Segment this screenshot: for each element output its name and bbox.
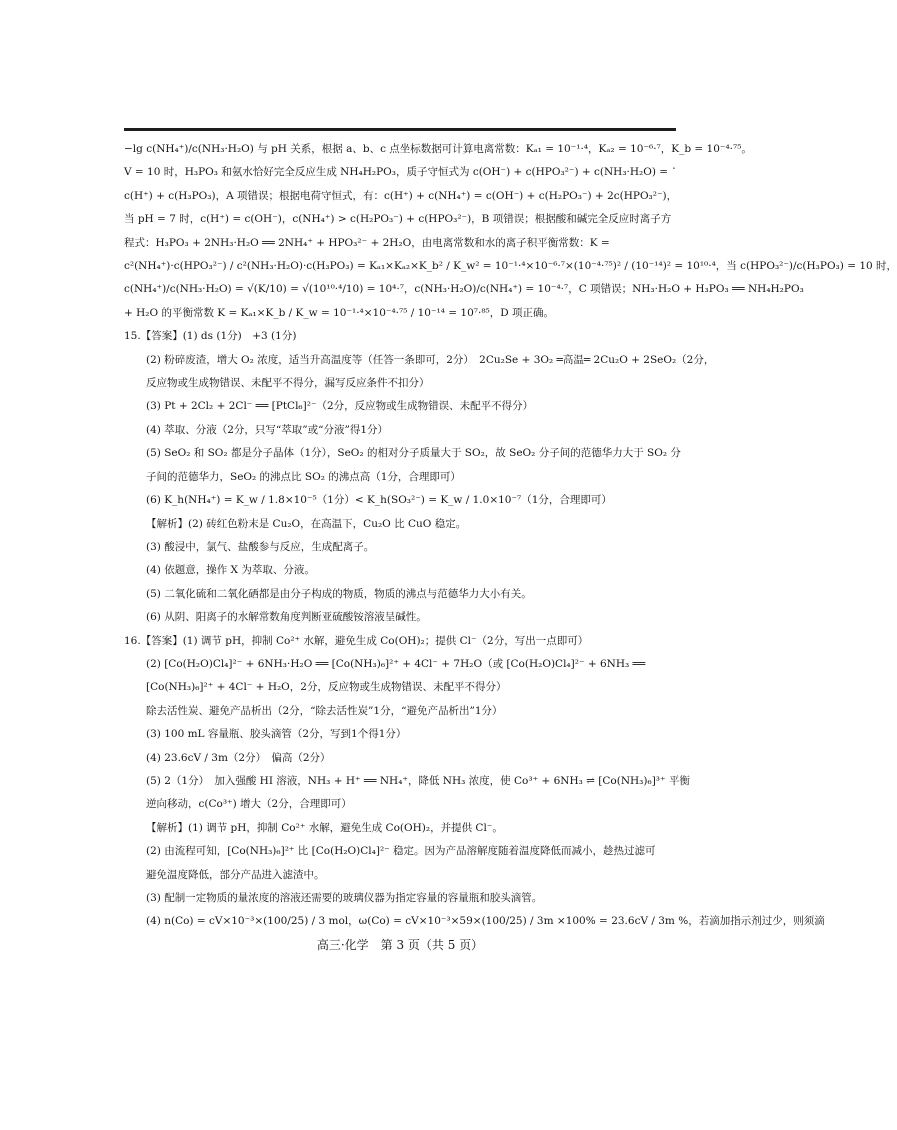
- text-line: 除去活性炭、避免产品析出（2分，“除去活性炭”1分，“避免产品析出”1分）: [146, 704, 503, 717]
- margin-mark: .: [672, 158, 676, 172]
- text-line: 15.【答案】(1) ds (1分) +3 (1分): [124, 330, 297, 343]
- text-line: V = 10 时，H₃PO₃ 和氨水恰好完全反应生成 NH₄H₂PO₃，质子守恒式为 c(OH⁻) + c(HPO₃²⁻) + c(NH₃·H₂O) =: [124, 166, 669, 179]
- text-line: (4) n(Co) = cV×10⁻³×(100/25) / 3 mol，ω(Co) = cV×10⁻³×59×(100/25) / 3m ×100% = 23.6cV / 3m %，若滴加指示剂过少，则须滴: [146, 915, 825, 928]
- text-line: 程式：H₃PO₃ + 2NH₃·H₂O ══ 2NH₄⁺ + HPO₃²⁻ + 2H₂O，由电离常数和水的离子积平衡常数：K =: [124, 236, 610, 249]
- text-line: c²(NH₄⁺)·c(HPO₃²⁻) / c²(NH₃·H₂O)·c(H₃PO₃) = Kₐ₁×Kₐ₂×K_b² / K_w² = 10⁻¹·⁴×10⁻⁶·⁷×(10⁻⁴·⁷⁵)² / (10⁻¹⁴)² = 10¹⁰·⁴，当 c(HPO₃²⁻)/c(H₃PO₃) = 10 时，: [124, 260, 897, 273]
- text-line: (4) 23.6cV / 3m（2分） 偏高（2分）: [146, 751, 331, 764]
- text-line: (3) 酸浸中，氯气、盐酸参与反应，生成配离子。: [146, 540, 375, 553]
- text-line: 逆向移动，c(Co³⁺) 增大（2分，合理即可）: [146, 798, 352, 811]
- text-line: (2) 粉碎废渣，增大 O₂ 浓度，适当升高温度等（任答一条即可，2分） 2Cu₂Se + 3O₂ ═高温═ 2Cu₂O + 2SeO₂（2分，: [146, 353, 715, 366]
- text-line: 当 pH = 7 时，c(H⁺) = c(OH⁻)，c(NH₄⁺) > c(H₂PO₃⁻) + c(HPO₃²⁻)，B 项错误；根据酸和碱完全反应时离子方: [124, 213, 672, 226]
- text-line: (5) 2（1分） 加入强酸 HI 溶液，NH₃ + H⁺ ══ NH₄⁺，降低 NH₃ 浓度，使 Co³⁺ + 6NH₃ ⇌ [Co(NH₃)₆]³⁺ 平衡: [146, 774, 690, 787]
- text-line: c(NH₄⁺)/c(NH₃·H₂O) = √(K/10) = √(10¹⁰·⁴/10) = 10⁴·⁷，c(NH₃·H₂O)/c(NH₄⁺) = 10⁻⁴·⁷，C 项错误；NH₃·H₂O + H₃PO₃ ══ NH₄H₂PO₃: [124, 283, 804, 296]
- text-line: (2) [Co(H₂O)Cl₄]²⁻ + 6NH₃·H₂O ══ [Co(NH₃)₆]²⁺ + 4Cl⁻ + 7H₂O（或 [Co(H₂O)Cl₄]²⁻ + 6NH₃ ══: [146, 657, 646, 670]
- text-line: (3) 配制一定物质的量浓度的溶液还需要的玻璃仪器为指定容量的容量瓶和胶头滴管。: [146, 892, 543, 904]
- answer-text-body: [124, 138, 897, 934]
- text-line: (4) 萃取、分液（2分，只写“萃取”或“分液”得1分）: [146, 423, 389, 436]
- text-line: (6) 从阴、阳离子的水解常数角度判断亚硫酸铵溶液呈碱性。: [146, 611, 427, 624]
- text-line: 避免温度降低，部分产品进入滤渣中。: [146, 868, 325, 881]
- header-rule: [124, 128, 676, 131]
- text-line: (6) K_h(NH₄⁺) = K_w / 1.8×10⁻⁵（1分）< K_h(SO₃²⁻) = K_w / 1.0×10⁻⁷（1分，合理即可）: [146, 494, 612, 507]
- text-line: [Co(NH₃)₆]²⁺ + 4Cl⁻ + H₂O，2分，反应物或生成物错误、未配平不得分）: [146, 681, 507, 694]
- text-line: (4) 依题意，操作 X 为萃取、分液。: [146, 564, 315, 577]
- text-line: c(H⁺) + c(H₃PO₃)，A 项错误；根据电荷守恒式，有：c(H⁺) + c(NH₄⁺) = c(OH⁻) + c(H₂PO₃⁻) + 2c(HPO₃²⁻)，: [124, 189, 678, 202]
- text-line: 反应物或生成物错误、未配平不得分，漏写反应条件不扣分）: [146, 377, 430, 390]
- text-line: (5) 二氧化硫和二氧化硒都是由分子构成的物质，物质的沸点与范德华力大小有关。: [146, 587, 532, 600]
- text-line: 16.【答案】(1) 调节 pH，抑制 Co²⁺ 水解，避免生成 Co(OH)₂；提供 Cl⁻（2分，写出一点即可）: [124, 634, 589, 647]
- text-line: 【解析】(1) 调节 pH，抑制 Co²⁺ 水解，避免生成 Co(OH)₂，并提供 Cl⁻。: [146, 821, 503, 834]
- page-footer: 高三·化学 第 3 页（共 5 页）: [316, 938, 484, 952]
- text-line: + H₂O 的平衡常数 K = Kₐ₁×K_b / K_w = 10⁻¹·⁴×10⁻⁴·⁷⁵ / 10⁻¹⁴ = 10⁷·⁸⁵，D 项正确。: [124, 306, 555, 319]
- text-line: 子间的范德华力，SeO₂ 的沸点比 SO₂ 的沸点高（1分，合理即可）: [146, 470, 461, 483]
- text-line: (2) 由流程可知，[Co(NH₃)₆]²⁺ 比 [Co(H₂O)Cl₄]²⁻ 稳定。因为产品溶解度随着温度降低而减小，趁热过滤可: [146, 845, 656, 858]
- text-line: (3) 100 mL 容量瓶、胶头滴管（2分，写到1个得1分）: [146, 728, 407, 741]
- text-line: (5) SeO₂ 和 SO₂ 都是分子晶体（1分），SeO₂ 的相对分子质量大于 SO₂，故 SeO₂ 分子间的范德华力大于 SO₂ 分: [146, 447, 681, 460]
- text-line: (3) Pt + 2Cl₂ + 2Cl⁻ ══ [PtCl₆]²⁻（2分，反应物或生成物错误、未配平不得分）: [146, 400, 534, 413]
- text-line: −lg c(NH₄⁺)/c(NH₃·H₂O) 与 pH 关系，根据 a、b、c 点坐标数据可计算电离常数：Kₐ₁ = 10⁻¹·⁴，Kₐ₂ = 10⁻⁶·⁷，K_b = 10⁻⁴·⁷⁵。: [124, 143, 752, 155]
- text-line: 【解析】(2) 砖红色粉末是 Cu₂O，在高温下，Cu₂O 比 CuO 稳定。: [146, 517, 467, 530]
